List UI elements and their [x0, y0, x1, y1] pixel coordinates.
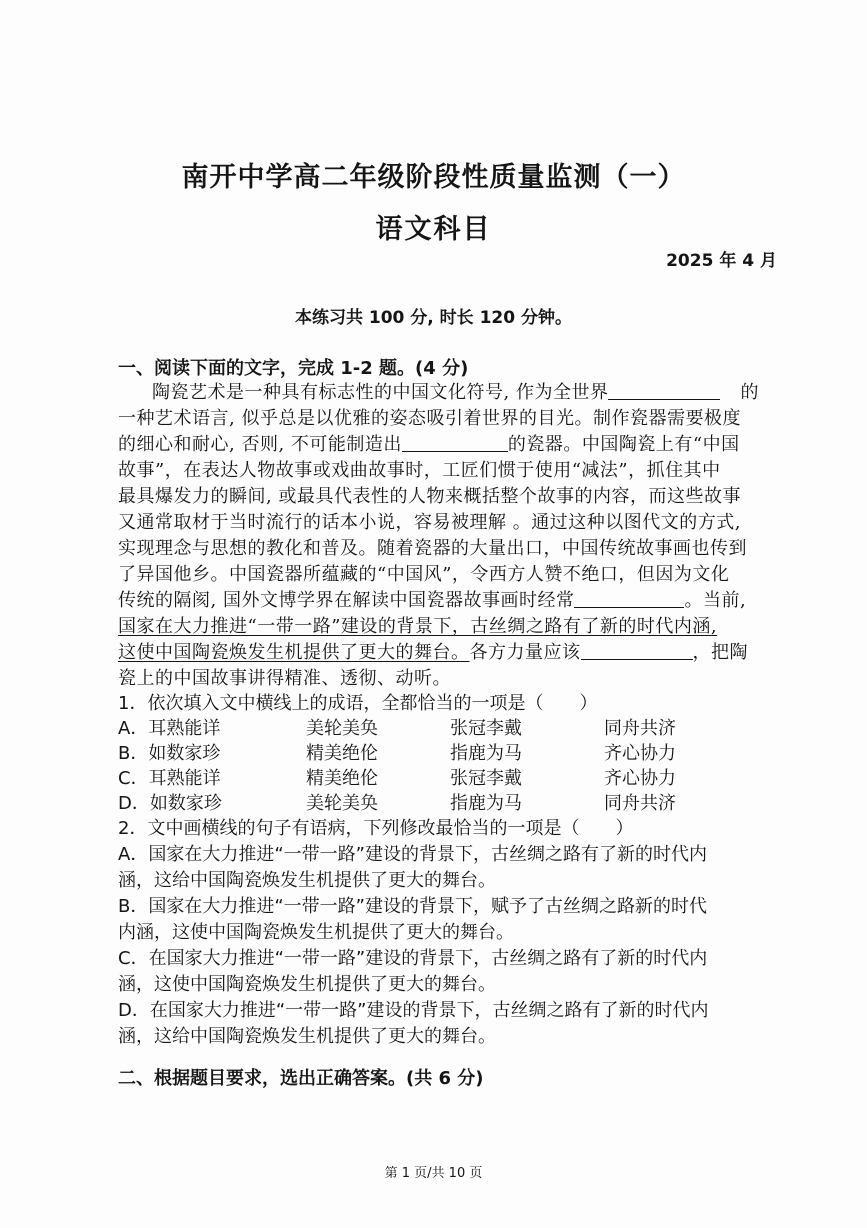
question-2-option-c: C．在国家大力推进“一带一路”建设的背景下，古丝绸之路有了新的时代内	[118, 948, 708, 969]
question-2-option-a-cont: 涵，这给中国陶瓷焕发生机提供了更大的舞台。	[118, 870, 496, 891]
exam-title: 南开中学高二年级阶段性质量监测（一）	[181, 162, 686, 193]
section-2-heading: 二、根据题目要求，选出正确答案。(共 6 分)	[118, 1068, 484, 1089]
passage-line: 瓷上的中国故事讲得精准、透彻、动听。	[118, 668, 451, 689]
fill-blank-2	[402, 433, 508, 452]
passage-line: 最具爆发力的瞬间, 或最具代表性的人物来概括整个故事的内容，而这些故事	[118, 486, 741, 507]
question-1-option: A．耳熟能详 美轮美奂 张冠李戴 同舟共济	[118, 718, 676, 739]
question-1-option: B．如数家珍 精美绝伦 指鹿为马 齐心协力	[118, 743, 676, 764]
exam-subject: 语文科目	[375, 214, 492, 245]
question-2-stem: 2．文中画横线的句子有语病，下列修改最恰当的一项是（ ）	[118, 818, 634, 839]
question-1-option: D．如数家珍 美轮美奂 指鹿为马 同舟共济	[118, 793, 676, 814]
question-1-option: C．耳熟能详 精美绝伦 张冠李戴 齐心协力	[118, 768, 676, 789]
underlined-sentence: 国家在大力推进“一带一路”建设的背景下，古丝绸之路有了新的时代内涵,	[118, 616, 718, 637]
question-2-option-c-cont: 涵，这使中国陶瓷焕发生机提供了更大的舞台。	[118, 974, 496, 995]
passage-line: 实现理念与思想的教化和普及。随着瓷器的大量出口，中国传统故事画也传到	[118, 538, 747, 559]
page-number: 第 1 页/共 10 页	[384, 1166, 483, 1181]
fill-blank-3	[574, 589, 684, 608]
underlined-sentence: 这使中国陶瓷焕发生机提供了更大的舞台。	[118, 642, 470, 663]
passage-line: 传统的隔阂, 国外文博学界在解读中国瓷器故事画时经常 。当前,	[118, 590, 747, 611]
passage-line: 一种艺术语言, 似乎总是以优雅的姿态吸引着世界的目光。制作瓷器需要极度	[118, 408, 741, 429]
passage-line: 故事”，在表达人物故事或戏曲故事时，工匠们惯于使用“减法”，抓住其中	[118, 460, 721, 481]
exam-info: 本练习共 100 分, 时长 120 分钟。	[294, 308, 573, 328]
exam-date: 2025 年 4 月	[666, 251, 777, 271]
question-2-option-a: A．国家在大力推进“一带一路”建设的背景下，古丝绸之路有了新的时代内	[118, 844, 707, 865]
fill-blank-4	[581, 641, 693, 660]
passage-line: 的细心和耐心, 否则, 不可能制造出 的瓷器。中国陶瓷上有“中国	[118, 434, 740, 455]
passage-line: 这使中国陶瓷焕发生机提供了更大的舞台。各方力量应该 ，把陶	[118, 642, 748, 663]
passage-line: 又通常取材于当时流行的话本小说，容易被理解 。通过这种以图代文的方式,	[118, 512, 741, 533]
question-2-option-d: D．在国家大力推进“一带一路”建设的背景下，古丝绸之路有了新的时代内	[118, 1000, 709, 1021]
fill-blank-1	[608, 381, 720, 400]
section-1-heading: 一、阅读下面的文字，完成 1-2 题。(4 分)	[118, 358, 469, 379]
passage-line: 了异国他乡。中国瓷器所蕴藏的“中国风”，令西方人赞不绝口，但因为文化	[118, 564, 730, 585]
question-2-option-b: B．国家在大力推进“一带一路”建设的背景下，赋予了古丝绸之路新的时代	[118, 896, 707, 917]
passage-line: 陶瓷艺术是一种具有标志性的中国文化符号, 作为全世界 的	[152, 382, 759, 403]
question-2-option-b-cont: 内涵，这使中国陶瓷焕发生机提供了更大的舞台。	[118, 922, 514, 943]
question-2-option-d-cont: 涵，这给中国陶瓷焕发生机提供了更大的舞台。	[118, 1026, 496, 1047]
question-1-stem: 1．依次填入文中横线上的成语，全都恰当的一项是（ ）	[118, 693, 598, 714]
